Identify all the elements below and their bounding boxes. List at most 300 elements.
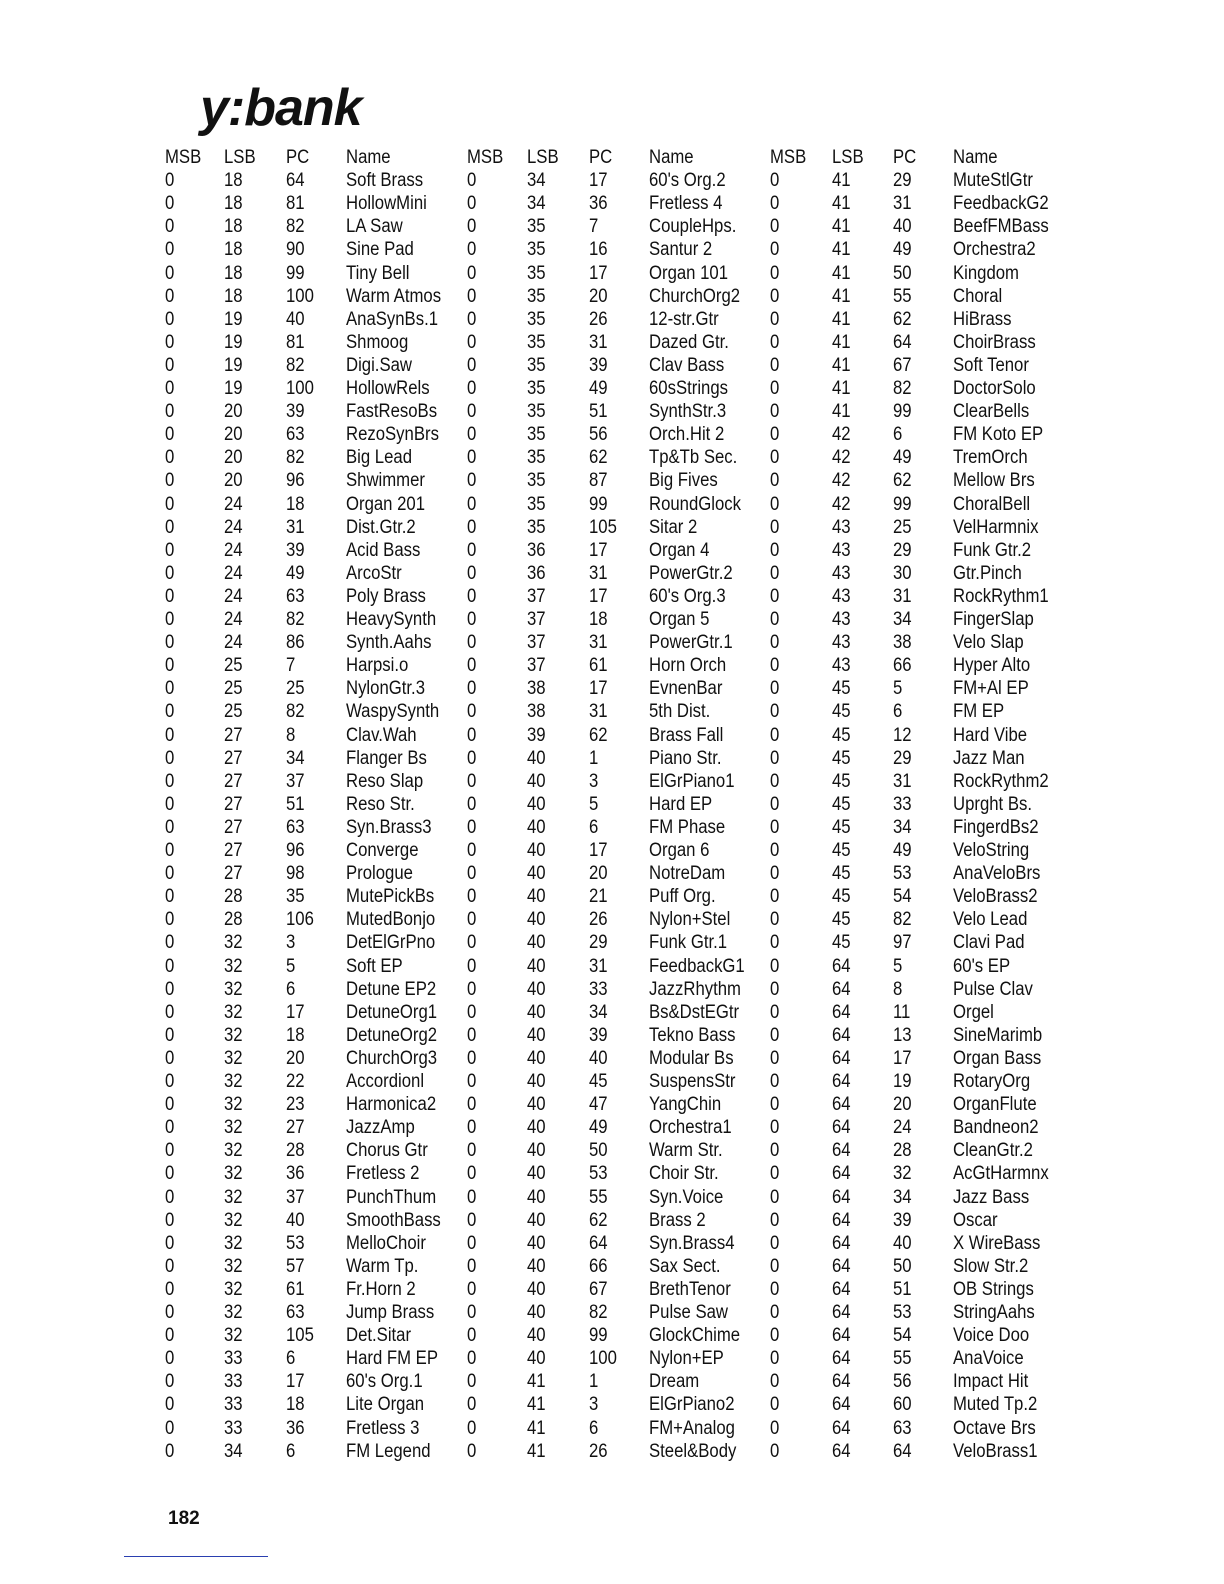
- table-cell: 0: [770, 747, 780, 769]
- table-cell: 16: [589, 239, 608, 261]
- table-cell: 0: [467, 863, 477, 885]
- table-cell: 0: [467, 1417, 477, 1439]
- table-cell: 19: [224, 354, 243, 376]
- table-cell: 0: [165, 354, 175, 376]
- table-cell: Dream: [649, 1371, 700, 1393]
- table-cell: 54: [893, 1325, 912, 1347]
- table-cell: 32: [224, 1001, 243, 1023]
- table-cell: 40: [527, 909, 546, 931]
- table-cell: Bandneon2: [953, 1117, 1039, 1139]
- table-cell: 82: [286, 701, 305, 723]
- table-cell: GlockChime: [649, 1325, 741, 1347]
- table-cell: Organ 5: [649, 609, 710, 630]
- table-row: [0, 931, 1224, 954]
- table-cell: 53: [589, 1163, 608, 1185]
- table-cell: RoundGlock: [649, 493, 742, 515]
- table-cell: Brass Fall: [649, 724, 724, 746]
- table-cell: 63: [893, 1417, 912, 1439]
- table-cell: 0: [165, 678, 175, 700]
- table-cell: 6: [893, 424, 903, 446]
- table-cell: 0: [165, 1186, 175, 1208]
- table-cell: 0: [467, 516, 477, 538]
- table-cell: Orgel: [953, 1001, 994, 1023]
- table-cell: 40: [527, 1348, 546, 1370]
- table-cell: LSB: [224, 147, 256, 168]
- table-row: [0, 285, 1224, 308]
- table-cell: 0: [770, 424, 780, 446]
- table-cell: 49: [286, 562, 305, 584]
- table-row: [0, 1001, 1224, 1024]
- table-cell: 0: [165, 1417, 175, 1439]
- table-row: [0, 331, 1224, 354]
- table-cell: 39: [527, 724, 546, 746]
- table-cell: 0: [770, 724, 780, 746]
- table-row: [0, 423, 1224, 446]
- table-cell: 66: [589, 1255, 608, 1277]
- table-cell: 35: [527, 447, 546, 469]
- table-cell: 0: [165, 863, 175, 885]
- table-cell: 32: [224, 1071, 243, 1092]
- table-cell: 39: [286, 539, 305, 561]
- table-cell: 27: [286, 1117, 305, 1139]
- table-cell: 17: [286, 1371, 305, 1393]
- table-row: [0, 238, 1224, 261]
- table-cell: 0: [467, 308, 477, 330]
- table-row: [0, 308, 1224, 331]
- table-cell: 40: [527, 747, 546, 769]
- table-cell: Lite Organ: [346, 1394, 425, 1416]
- table-cell: 0: [770, 331, 780, 353]
- table-cell: Gtr.Pinch: [953, 562, 1022, 584]
- table-cell: Digi.Saw: [346, 354, 412, 376]
- table-cell: 32: [224, 1094, 243, 1116]
- table-row: [0, 262, 1224, 285]
- table-cell: 0: [770, 1209, 780, 1231]
- table-cell: AnaVoice: [953, 1348, 1024, 1370]
- table-cell: 39: [286, 401, 305, 423]
- table-cell: 0: [770, 1117, 780, 1139]
- table-row: [0, 192, 1224, 215]
- table-cell: 5th Dist.: [649, 701, 711, 723]
- table-cell: 41: [527, 1394, 546, 1416]
- table-cell: 64: [832, 1071, 851, 1092]
- table-cell: 0: [165, 447, 175, 469]
- table-cell: 67: [589, 1278, 608, 1300]
- table-cell: 33: [224, 1417, 243, 1439]
- table-cell: 26: [589, 909, 608, 931]
- table-cell: FM+Analog: [649, 1417, 735, 1439]
- table-cell: Organ 4: [649, 539, 710, 561]
- table-cell: 86: [286, 632, 305, 654]
- table-cell: 12: [893, 724, 912, 746]
- table-cell: 40: [527, 886, 546, 908]
- table-row: [0, 1139, 1224, 1162]
- table-cell: 0: [770, 655, 780, 677]
- table-row: [0, 654, 1224, 677]
- table-cell: 21: [589, 886, 608, 908]
- table-cell: 0: [467, 447, 477, 469]
- table-cell: 0: [770, 170, 780, 192]
- table-cell: 0: [770, 1371, 780, 1393]
- table-cell: 40: [527, 1094, 546, 1116]
- table-row: [0, 1301, 1224, 1324]
- table-row: [0, 539, 1224, 562]
- table-cell: 64: [832, 1417, 851, 1439]
- table-cell: 0: [165, 609, 175, 630]
- table-cell: CleanGtr.2: [953, 1140, 1033, 1162]
- table-cell: 0: [165, 1255, 175, 1277]
- table-cell: 33: [224, 1348, 243, 1370]
- table-cell: PunchThum: [346, 1186, 437, 1208]
- table-row: [0, 677, 1224, 700]
- table-cell: 0: [467, 770, 477, 792]
- table-cell: 20: [224, 447, 243, 469]
- table-cell: 38: [527, 701, 546, 723]
- table-row: [0, 1024, 1224, 1047]
- table-row: [0, 1324, 1224, 1347]
- table-cell: 99: [286, 262, 305, 284]
- table-cell: 0: [467, 793, 477, 815]
- table-cell: 32: [224, 932, 243, 954]
- table-cell: 45: [832, 932, 851, 954]
- table-cell: 35: [527, 262, 546, 284]
- table-cell: EvnenBar: [649, 678, 723, 700]
- table-cell: 0: [165, 909, 175, 931]
- table-cell: 0: [467, 1209, 477, 1231]
- table-cell: 34: [527, 193, 546, 215]
- table-cell: 35: [527, 424, 546, 446]
- table-cell: VeloBrass2: [953, 886, 1038, 908]
- table-cell: RotaryOrg: [953, 1071, 1031, 1092]
- table-cell: Prologue: [346, 863, 413, 885]
- table-cell: TremOrch: [953, 447, 1028, 469]
- table-cell: 0: [165, 1302, 175, 1323]
- table-cell: Fretless 2: [346, 1163, 420, 1185]
- table-cell: 64: [832, 1094, 851, 1116]
- table-cell: 45: [589, 1071, 608, 1092]
- table-cell: 82: [286, 447, 305, 469]
- table-row: [0, 562, 1224, 585]
- table-cell: 18: [224, 285, 243, 307]
- table-cell: 6: [286, 978, 296, 1000]
- table-cell: 25: [224, 678, 243, 700]
- table-cell: HollowMini: [346, 193, 427, 215]
- table-cell: 18: [224, 239, 243, 261]
- table-cell: 0: [467, 1186, 477, 1208]
- table-cell: 18: [224, 193, 243, 215]
- table-cell: Flanger Bs: [346, 747, 427, 769]
- table-cell: 28: [224, 886, 243, 908]
- table-cell: 0: [467, 724, 477, 746]
- table-cell: 41: [832, 401, 851, 423]
- footer-rule: [124, 1556, 268, 1557]
- table-cell: 36: [527, 562, 546, 584]
- table-cell: 39: [893, 1209, 912, 1231]
- table-cell: 43: [832, 585, 851, 607]
- table-cell: Hyper Alto: [953, 655, 1031, 677]
- table-row: [0, 747, 1224, 770]
- table-cell: 27: [224, 793, 243, 815]
- table-cell: 64: [832, 1278, 851, 1300]
- table-cell: 35: [527, 378, 546, 399]
- table-row: [0, 1093, 1224, 1116]
- table-cell: PC: [589, 147, 613, 168]
- table-cell: 0: [165, 193, 175, 215]
- table-cell: 18: [224, 262, 243, 284]
- table-cell: 35: [527, 308, 546, 330]
- table-cell: 0: [467, 678, 477, 700]
- table-cell: 43: [832, 655, 851, 677]
- table-cell: 61: [286, 1278, 305, 1300]
- table-cell: Pulse Saw: [649, 1302, 729, 1323]
- table-cell: 37: [527, 609, 546, 630]
- table-cell: 35: [286, 886, 305, 908]
- table-cell: 35: [527, 470, 546, 492]
- table-cell: 100: [589, 1348, 617, 1370]
- table-cell: 51: [589, 401, 608, 423]
- table-cell: 40: [527, 793, 546, 815]
- table-cell: 42: [832, 447, 851, 469]
- table-cell: 0: [467, 216, 477, 238]
- table-cell: 43: [832, 562, 851, 584]
- table-cell: 0: [467, 539, 477, 561]
- table-cell: 0: [467, 401, 477, 423]
- table-cell: Orchestra1: [649, 1117, 732, 1139]
- table-cell: Modular Bs: [649, 1047, 734, 1069]
- table-cell: 20: [224, 401, 243, 423]
- table-cell: 32: [224, 1186, 243, 1208]
- table-cell: LSB: [527, 147, 559, 168]
- table-cell: 0: [467, 493, 477, 515]
- table-cell: 42: [832, 470, 851, 492]
- table-cell: 64: [893, 1440, 912, 1462]
- table-cell: 32: [224, 955, 243, 977]
- table-cell: 99: [893, 401, 912, 423]
- table-cell: Name: [649, 147, 694, 168]
- table-cell: 24: [893, 1117, 912, 1139]
- table-cell: 0: [165, 562, 175, 584]
- table-cell: LA Saw: [346, 216, 403, 238]
- table-cell: 12-str.Gtr: [649, 308, 719, 330]
- table-cell: 0: [467, 470, 477, 492]
- table-cell: 64: [832, 1348, 851, 1370]
- table-cell: 0: [165, 516, 175, 538]
- table-cell: MutePickBs: [346, 886, 435, 908]
- table-cell: 0: [165, 239, 175, 261]
- table-cell: CoupleHps.: [649, 216, 737, 238]
- table-cell: 6: [589, 816, 599, 838]
- table-row: [0, 400, 1224, 423]
- table-row: [0, 1070, 1224, 1093]
- table-cell: 49: [893, 840, 912, 861]
- table-cell: 24: [224, 585, 243, 607]
- table-cell: 0: [165, 886, 175, 908]
- table-cell: 41: [832, 216, 851, 238]
- table-cell: StringAahs: [953, 1302, 1035, 1323]
- table-cell: 0: [770, 1094, 780, 1116]
- table-row: [0, 700, 1224, 723]
- table-cell: 7: [286, 655, 296, 677]
- table-cell: 0: [467, 1255, 477, 1277]
- table-cell: Jump Brass: [346, 1302, 435, 1323]
- table-cell: 41: [832, 262, 851, 284]
- table-cell: SineMarimb: [953, 1024, 1043, 1046]
- table-cell: Synth.Aahs: [346, 632, 432, 654]
- table-cell: 0: [467, 424, 477, 446]
- table-cell: 43: [832, 539, 851, 561]
- table-cell: 60's Org.2: [649, 170, 726, 192]
- table-cell: VelHarmnix: [953, 516, 1039, 538]
- table-cell: 0: [770, 770, 780, 792]
- table-cell: 0: [467, 1071, 477, 1092]
- table-cell: 32: [224, 1325, 243, 1347]
- table-cell: Mellow Brs: [953, 470, 1035, 492]
- table-cell: 64: [832, 1024, 851, 1046]
- table-cell: NylonGtr.3: [346, 678, 425, 700]
- table-cell: 64: [286, 170, 305, 192]
- table-cell: 5: [893, 678, 903, 700]
- table-cell: 0: [770, 447, 780, 469]
- table-cell: 18: [286, 493, 305, 515]
- table-cell: 0: [770, 470, 780, 492]
- table-cell: 3: [589, 1394, 599, 1416]
- table-cell: Slow Str.2: [953, 1255, 1029, 1277]
- table-cell: OrganFlute: [953, 1094, 1037, 1116]
- table-cell: 82: [589, 1302, 608, 1323]
- table-cell: Clavi Pad: [953, 932, 1025, 954]
- table-cell: 40: [527, 1163, 546, 1185]
- table-cell: RockRythm1: [953, 585, 1049, 607]
- table-cell: 30: [893, 562, 912, 584]
- table-cell: 0: [770, 193, 780, 215]
- table-cell: FM EP: [953, 701, 1005, 723]
- table-cell: 63: [286, 585, 305, 607]
- table-cell: 62: [589, 1209, 608, 1231]
- table-cell: Det.Sitar: [346, 1325, 412, 1347]
- table-row: [0, 1417, 1224, 1440]
- table-cell: 20: [224, 470, 243, 492]
- table-cell: 40: [527, 1255, 546, 1277]
- table-cell: 40: [527, 1024, 546, 1046]
- table-cell: 34: [893, 1186, 912, 1208]
- table-cell: 0: [770, 1417, 780, 1439]
- table-cell: 35: [527, 285, 546, 307]
- table-cell: 97: [893, 932, 912, 954]
- table-cell: 18: [286, 1394, 305, 1416]
- table-cell: 106: [286, 909, 314, 931]
- table-cell: 40: [527, 816, 546, 838]
- table-cell: 0: [165, 1094, 175, 1116]
- table-cell: 35: [527, 331, 546, 353]
- table-cell: Funk Gtr.1: [649, 932, 728, 954]
- table-cell: Tiny Bell: [346, 262, 410, 284]
- table-cell: 0: [467, 655, 477, 677]
- table-cell: BrethTenor: [649, 1278, 731, 1300]
- table-cell: 0: [770, 886, 780, 908]
- table-cell: 45: [832, 909, 851, 931]
- table-cell: 40: [286, 1209, 305, 1231]
- table-cell: Hard FM EP: [346, 1348, 438, 1370]
- table-cell: 25: [286, 678, 305, 700]
- table-cell: 49: [589, 1117, 608, 1139]
- table-cell: 0: [770, 909, 780, 931]
- table-cell: 62: [893, 308, 912, 330]
- table-cell: 0: [770, 378, 780, 399]
- table-cell: 32: [224, 978, 243, 1000]
- table-cell: 26: [589, 1440, 608, 1462]
- table-cell: HiBrass: [953, 308, 1012, 330]
- table-cell: 37: [527, 632, 546, 654]
- table-cell: 47: [589, 1094, 608, 1116]
- table-cell: Octave Brs: [953, 1417, 1036, 1439]
- table-cell: 27: [224, 770, 243, 792]
- table-cell: 27: [224, 863, 243, 885]
- table-cell: 31: [893, 193, 912, 215]
- table-cell: Jazz Man: [953, 747, 1025, 769]
- table-cell: JazzRhythm: [649, 978, 741, 1000]
- table-cell: 38: [527, 678, 546, 700]
- table-cell: Detune EP2: [346, 978, 437, 1000]
- table-cell: 45: [832, 747, 851, 769]
- table-cell: 0: [467, 1325, 477, 1347]
- table-cell: ChurchOrg2: [649, 285, 741, 307]
- table-cell: Name: [953, 147, 998, 168]
- table-cell: 0: [770, 285, 780, 307]
- table-row: [0, 1278, 1224, 1301]
- table-cell: 99: [589, 493, 608, 515]
- table-cell: 0: [165, 424, 175, 446]
- table-cell: Fretless 3: [346, 1417, 420, 1439]
- table-cell: Steel&Body: [649, 1440, 737, 1462]
- table-cell: 45: [832, 770, 851, 792]
- table-cell: 56: [893, 1371, 912, 1393]
- table-cell: Soft EP: [346, 955, 403, 977]
- table-cell: 24: [224, 609, 243, 630]
- table-cell: MelloChoir: [346, 1232, 426, 1254]
- page-number: 182: [168, 1508, 200, 1529]
- table-cell: Sine Pad: [346, 239, 414, 261]
- table-cell: 96: [286, 470, 305, 492]
- table-cell: 40: [527, 1117, 546, 1139]
- table-cell: 0: [770, 1302, 780, 1323]
- table-cell: 17: [589, 585, 608, 607]
- table-cell: 43: [832, 516, 851, 538]
- table-cell: ChurchOrg3: [346, 1047, 438, 1069]
- table-cell: 0: [467, 1394, 477, 1416]
- table-cell: 61: [589, 655, 608, 677]
- table-cell: 8: [286, 724, 296, 746]
- table-cell: 19: [224, 308, 243, 330]
- table-cell: 64: [832, 955, 851, 977]
- table-cell: 24: [224, 539, 243, 561]
- table-cell: 19: [893, 1071, 912, 1092]
- table-cell: 1: [589, 1371, 599, 1393]
- table-cell: 0: [770, 1255, 780, 1277]
- table-row: [0, 1370, 1224, 1393]
- table-cell: 0: [770, 932, 780, 954]
- table-cell: 40: [527, 1047, 546, 1069]
- table-cell: 0: [770, 585, 780, 607]
- table-cell: 60's Org.3: [649, 585, 726, 607]
- table-cell: 0: [165, 401, 175, 423]
- table-cell: 64: [832, 1371, 851, 1393]
- table-cell: 100: [286, 378, 314, 399]
- table-cell: 17: [589, 840, 608, 861]
- table-cell: 35: [527, 401, 546, 423]
- table-cell: RezoSynBrs: [346, 424, 439, 446]
- table-cell: Reso Str.: [346, 793, 415, 815]
- table-cell: 0: [165, 724, 175, 746]
